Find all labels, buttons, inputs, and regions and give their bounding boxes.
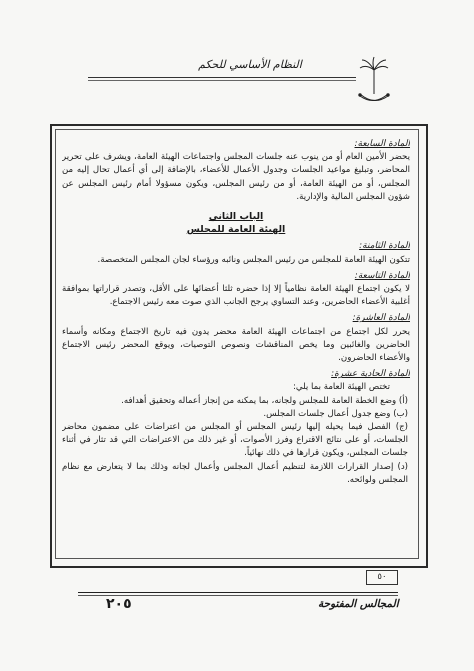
list-item: (ج) الفصل فيما يحيله إليها رئيس المجلس أو المجلس من اعتراضات على مضمون محاضر الجلسات، أو على نتائج الاقتراع وفرز الأصوات، أو غير ذلك من الاعتراضات التي قد تثار في أثناء جلسات المجلس، ويكون قرارها في ذلك نهائياً. xyxy=(62,422,408,459)
list-item: (د) إصدار القرارات اللازمة لتنظيم أعمال المجلس وأعمال لجانه وذلك بما لا يتعارض مع نظام المجلس ولوائحه. xyxy=(62,461,408,485)
article-paragraph: تتكون الهيئة العامة للمجلس من رئيس المجلس ونائبه ورؤساء لجان المجلس المتخصصة. xyxy=(97,254,410,265)
article-paragraph: يحرر لكل اجتماع من اجتماعات الهيئة العامة محضر يدون فيه تاريخ الاجتماع ومكانه وأسماء الحاضرين والغائبين وما يخص المناقشات ونصوص التوصيات، ويوقع المحضر رئيس الاجتماع والأعضاء الحاضرون. xyxy=(62,326,410,364)
footer-page-number: ٢٠٥ xyxy=(106,596,132,612)
footer-title: المجالس المفتوحة xyxy=(318,598,399,610)
chapter-heading: الباب الثاني xyxy=(208,211,264,223)
footer-divider xyxy=(78,592,398,593)
list-item: (أ) وضع الخطة العامة للمجلس ولجانه، بما يمكنه من إنجاز أعماله وتحقيق أهدافه. xyxy=(121,395,408,406)
article-paragraph: يحضر الأمين العام أو من ينوب عنه جلسات المجلس واجتماعات الهيئة العامة، ويشرف على تحرير المحاضر، وتبليغ مواعيد الجلسات وجدول الأعمال للأعضاء، بالإضافة إلى أي أعمال تحال إليه من المجلس، أو من الهيئة العامة، أو من رئيس المجلس، ويكون مسؤولا أمام رئيس المجلس عن شؤون المجلس المالية والإدارية. xyxy=(62,152,410,202)
article-heading: المادة العاشرة: xyxy=(352,313,410,324)
page-number-box: ٥٠ xyxy=(366,570,398,585)
article-heading: المادة الثامنة: xyxy=(359,241,410,252)
chapter-subheading: الهيئة العامة للمجلس xyxy=(186,224,286,236)
article-heading: المادة السابعة: xyxy=(354,139,410,149)
document-body xyxy=(62,135,410,555)
article-heading: المادة التاسعة: xyxy=(354,270,410,281)
list-item: (ب) وضع جدول أعمال جلسات المجلس. xyxy=(263,408,408,419)
palm-and-swords-emblem-icon xyxy=(356,56,392,116)
article-paragraph: تختص الهيئة العامة بما يلي: xyxy=(292,382,390,393)
header-divider-thin xyxy=(88,80,356,81)
article-heading: المادة الحادية عشرة: xyxy=(331,369,410,380)
article-paragraph: لا يكون اجتماع الهيئة العامة نظامياً إلا إذا حضره ثلثا أعضائها على الأقل، وتصدر قراراتها بموافقة أغلبية الأعضاء الحاضرين، وعند التساوي يرجح الجانب الذي صوت معه رئيس الاجتماع. xyxy=(62,284,410,308)
running-header-title: النظام الأساسي للحكم xyxy=(198,58,302,71)
header-divider xyxy=(88,77,356,78)
